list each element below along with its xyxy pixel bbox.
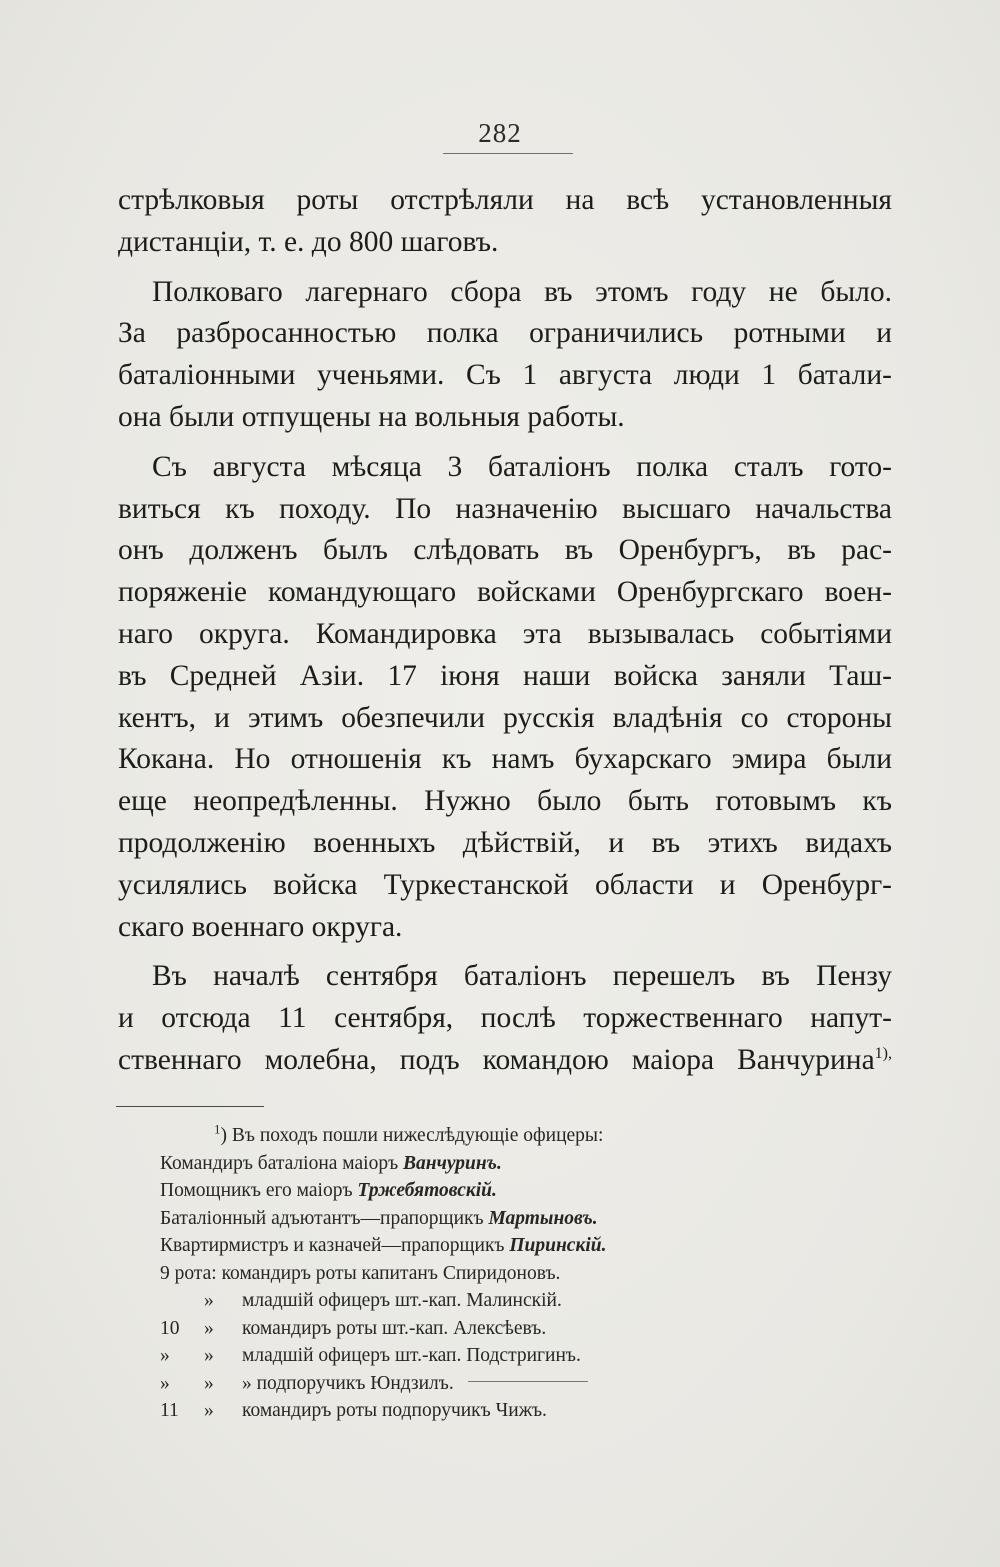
text-line: усилялись войска Туркестанской области и Оренбург- bbox=[118, 868, 892, 901]
text-line: баталіонными ученьями. Съ 1 августа люди 1 батали- bbox=[118, 359, 892, 392]
company-officer-list bbox=[160, 1260, 720, 1425]
footnote-rule bbox=[116, 1106, 264, 1107]
footnote-reference[interactable]: 1), bbox=[874, 1045, 892, 1063]
company-officer-line bbox=[160, 1287, 720, 1315]
officer-name: Юндзилъ. bbox=[370, 1372, 454, 1394]
paragraph-gap bbox=[118, 264, 892, 272]
text-line: дистанціи, т. е. до 800 шаговъ. bbox=[118, 225, 499, 258]
footnote-marker: 1 bbox=[214, 1121, 221, 1137]
text-line: скаго военнаго округа. bbox=[118, 910, 403, 943]
officer-role: Квартирмистръ и казначей—прапорщикъ bbox=[160, 1235, 505, 1256]
officer-name: Мартыновъ. bbox=[488, 1207, 598, 1229]
officer-line bbox=[160, 1150, 720, 1178]
company-officer-text: 9 рота: командиръ роты капитанъ Спиридоновъ. bbox=[160, 1262, 561, 1284]
paragraph-gap bbox=[118, 439, 892, 447]
page-number: 282 bbox=[478, 118, 522, 148]
filler-dash bbox=[468, 1381, 588, 1382]
text-line: кентъ, и этимъ обезпечили русскія владѣнія со стороны bbox=[118, 701, 892, 734]
text-line: еще неопредѣленны. Нужно было быть готовымъ къ bbox=[118, 785, 892, 818]
text-line: наго округа. Командировка эта вызывалась событіями bbox=[118, 617, 892, 650]
officer-name: Алексѣевъ. bbox=[453, 1317, 547, 1339]
text-line: въ Средней Азіи. 17 іюня наши войска заняли Таш- bbox=[118, 659, 892, 692]
officer-line bbox=[160, 1177, 720, 1205]
footnote-intro-text: ) Въ походъ пошли нижеслѣдующіе офицеры: bbox=[220, 1125, 604, 1146]
officer-role: Баталіонный адъютантъ—прапорщикъ bbox=[160, 1207, 484, 1229]
text-line: За разбросанностью полка ограничились ротными и bbox=[118, 317, 892, 350]
company-officer-line bbox=[160, 1260, 720, 1288]
text-line: Въ началѣ сентября баталіонъ перешелъ въ Пензу bbox=[152, 960, 892, 993]
company-officer-line bbox=[160, 1370, 720, 1398]
officer-name: Пиринскій. bbox=[509, 1235, 607, 1256]
paragraph-gap bbox=[118, 948, 892, 956]
company-number: » bbox=[160, 1345, 170, 1366]
officer-name: Чижъ. bbox=[495, 1400, 547, 1421]
text-line: Съ августа мѣсяца 3 баталіонъ полка сталъ гото- bbox=[152, 450, 892, 483]
ditto-mark: » bbox=[204, 1290, 214, 1311]
officer-list bbox=[160, 1150, 720, 1260]
text-line: она были отпущены на вольныя работы. bbox=[118, 400, 625, 433]
officer-name: Подстригинъ. bbox=[466, 1345, 581, 1366]
officer-name: Малинскій. bbox=[466, 1290, 562, 1311]
text-line: онъ долженъ былъ слѣдовать въ Оренбургъ, въ рас- bbox=[118, 534, 892, 567]
text-line: Кокана. Но отношенія къ намъ бухарскаго эмира были bbox=[118, 743, 892, 776]
ditto-mark: » bbox=[204, 1317, 214, 1339]
officer-name: Спиридоновъ. bbox=[442, 1262, 561, 1284]
company-officer-line bbox=[160, 1397, 720, 1425]
officer-role: Помощникъ его маіоръ bbox=[160, 1180, 353, 1201]
ditto-mark: » bbox=[204, 1372, 214, 1394]
text-line: поряженіе командующаго войсками Оренбургскаго воен- bbox=[118, 576, 892, 609]
text-line: ственнаго молебна, подъ командою маіора Ванчурина$^{1),}$ bbox=[118, 1043, 892, 1076]
company-officer-text: младшій офицеръ шт.-кап. Малинскій. bbox=[242, 1290, 562, 1311]
officer-line bbox=[160, 1232, 720, 1260]
footnote-block bbox=[160, 1122, 720, 1425]
officer-name: Ванчуринъ. bbox=[403, 1152, 502, 1174]
officer-line bbox=[160, 1205, 720, 1233]
company-officer-text: командиръ роты подпоручикъ Чижъ. bbox=[242, 1400, 547, 1421]
text-line: Полковаго лагернаго сбора въ этомъ году не было. bbox=[152, 275, 892, 308]
company-officer-line bbox=[160, 1315, 720, 1343]
ditto-mark: » bbox=[204, 1345, 214, 1366]
text-line: стрѣлковыя роты отстрѣляли на всѣ установленныя bbox=[118, 184, 892, 216]
header-rule bbox=[443, 153, 573, 154]
text-line: виться къ походу. По назначенію высшаго начальства bbox=[118, 492, 892, 525]
officer-name: Тржебятовскій. bbox=[357, 1180, 497, 1201]
company-number: » bbox=[160, 1372, 170, 1394]
ditto-mark: » bbox=[204, 1400, 214, 1421]
company-officer-text: » подпоручикъ Юндзилъ. bbox=[242, 1370, 588, 1398]
company-officer-line bbox=[160, 1342, 720, 1370]
company-number: 11 bbox=[160, 1400, 179, 1421]
text-line: продолженію военныхъ дѣйствій, и въ этихъ видахъ bbox=[118, 826, 892, 859]
company-officer-text: младшій офицеръ шт.-кап. Подстригинъ. bbox=[242, 1345, 581, 1366]
footnote-intro bbox=[160, 1122, 720, 1150]
officer-role: Командиръ баталіона маіоръ bbox=[160, 1152, 399, 1174]
text-line: и отсюда 11 сентября, послѣ торжественнаго напут- bbox=[118, 1002, 892, 1035]
company-officer-text: командиръ роты шт.-кап. Алексѣевъ. bbox=[242, 1317, 547, 1339]
company-number: 10 bbox=[160, 1317, 180, 1339]
main-text bbox=[118, 180, 892, 1082]
